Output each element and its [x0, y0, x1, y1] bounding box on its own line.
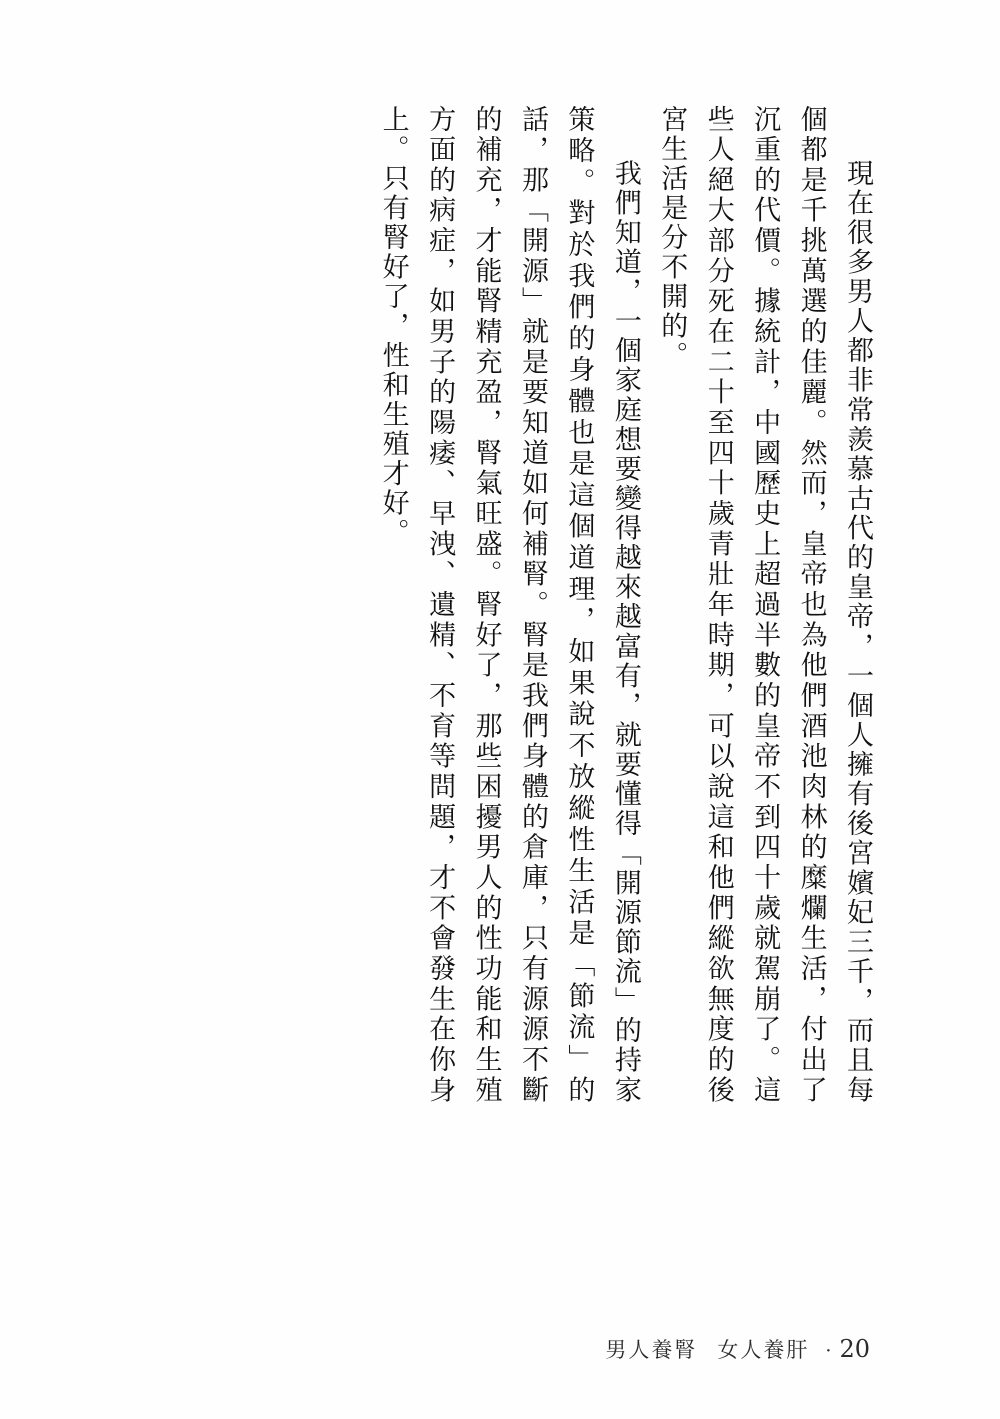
paragraph-1: 現在很多男人都非常羨慕古代的皇帝，一個人擁有後宮嬪妃三千，而且每個都是千挑萬選的佳麗。然而，皇帝也為他們酒池肉林的糜爛生活，付出了沉重的代價。據統計，中國歷史上超過半數的皇帝不到四十歲就駕崩了。這些人絕大部分死在二十至四十歲青壯年時期，可以說這和他們縱欲無度的後宮生活是分不開的。 [656, 105, 873, 1105]
page-footer [605, 1334, 870, 1364]
page-body-text [369, 105, 880, 1105]
page-number: 20 [839, 1335, 870, 1363]
footer-title-part1: 男人養腎 [605, 1338, 698, 1362]
footer-separator: · [825, 1340, 834, 1362]
paragraph-2: 我們知道，一個家庭想要變得越來越富有，就要懂得「開源節流」的持家策略。對於我們的身體也是這個道理，如果說不放縱性生活是「節流」的話，那「開源」就是要知道如何補腎。腎是我們身體的倉庫，只有源源不斷的補充，才能腎精充盈，腎氣旺盛。腎好了，那些困擾男人的性功能和生殖方面的病症，如男子的陽痿、早洩、遺精、不育等問題，才不會發生在你身上。只有腎好了，性和生殖才好。 [377, 105, 641, 1105]
footer-title-part2: 女人養肝 [717, 1338, 810, 1362]
